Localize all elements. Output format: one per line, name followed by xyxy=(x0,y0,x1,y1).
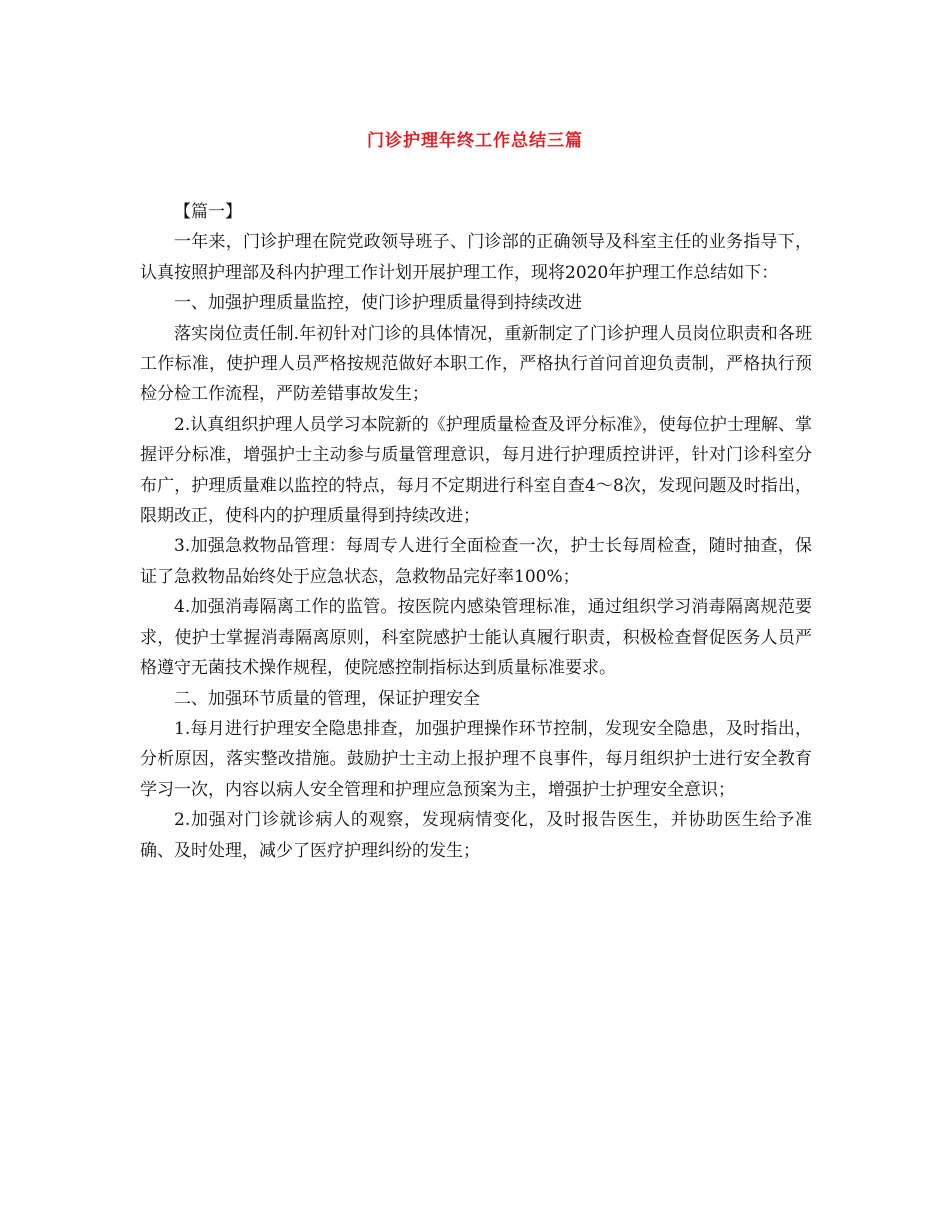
part-heading: 【篇一】 xyxy=(174,202,242,222)
paragraph-item-1: 落实岗位责任制.年初针对门诊的具体情况，重新制定了门诊护理人员岗位职责和各班工作标准，使护理人员严格按规范做好本职工作，严格执行首问首迎负责制，严格执行预检分检工作流程，严防差错事故发生； xyxy=(140,323,812,405)
paragraph-item-2: 2.认真组织护理人员学习本院新的《护理质量检查及评分标准》，使每位护士理解、掌握评分标准，增强护士主动参与质量管理意识，每月进行护理质控讲评，针对门诊科室分布广，护理质量难以监控的特点，每月不定期进行科室自查4～8次，发现问题及时指出，限期改正，使科内的护理质量得到持续改进； xyxy=(140,414,812,527)
paragraph-item-5: 1.每月进行护理安全隐患排查，加强护理操作环节控制，发现安全隐患，及时指出，分析原因，落实整改措施。鼓励护士主动上报护理不良事件，每月组织护士进行安全教育学习一次，内容以病人安全管理和护理应急预案为主，增强护士护理安全意识； xyxy=(140,718,812,800)
section-heading-1: 一、加强护理质量监控，使门诊护理质量得到持续改进 xyxy=(174,293,582,314)
intro-paragraph: 一年来，门诊护理在院党政领导班子、门诊部的正确领导及科室主任的业务指导下，认真按照护理部及科内护理工作计划开展护理工作，现将2020年护理工作总结如下： xyxy=(140,232,812,283)
section-heading-2: 二、加强环节质量的管理，保证护理安全 xyxy=(174,688,480,709)
document-title: 门诊护理年终工作总结三篇 xyxy=(367,131,583,151)
paragraph-item-3: 3.加强急救物品管理：每周专人进行全面检查一次，护士长每周检查，随时抽查，保证了急救物品始终处于应急状态，急救物品完好率100%； xyxy=(140,536,812,587)
paragraph-item-6: 2.加强对门诊就诊病人的观察，发现病情变化，及时报告医生，并协助医生给予准确、及时处理，减少了医疗护理纠纷的发生； xyxy=(140,810,812,861)
document-body xyxy=(140,197,812,866)
paragraph-item-4: 4.加强消毒隔离工作的监管。按医院内感染管理标准，通过组织学习消毒隔离规范要求，使护士掌握消毒隔离原则，科室院感护士能认真履行职责，积极检查督促医务人员严格遵守无菌技术操作规程，使院感控制指标达到质量标准要求。 xyxy=(140,597,812,679)
